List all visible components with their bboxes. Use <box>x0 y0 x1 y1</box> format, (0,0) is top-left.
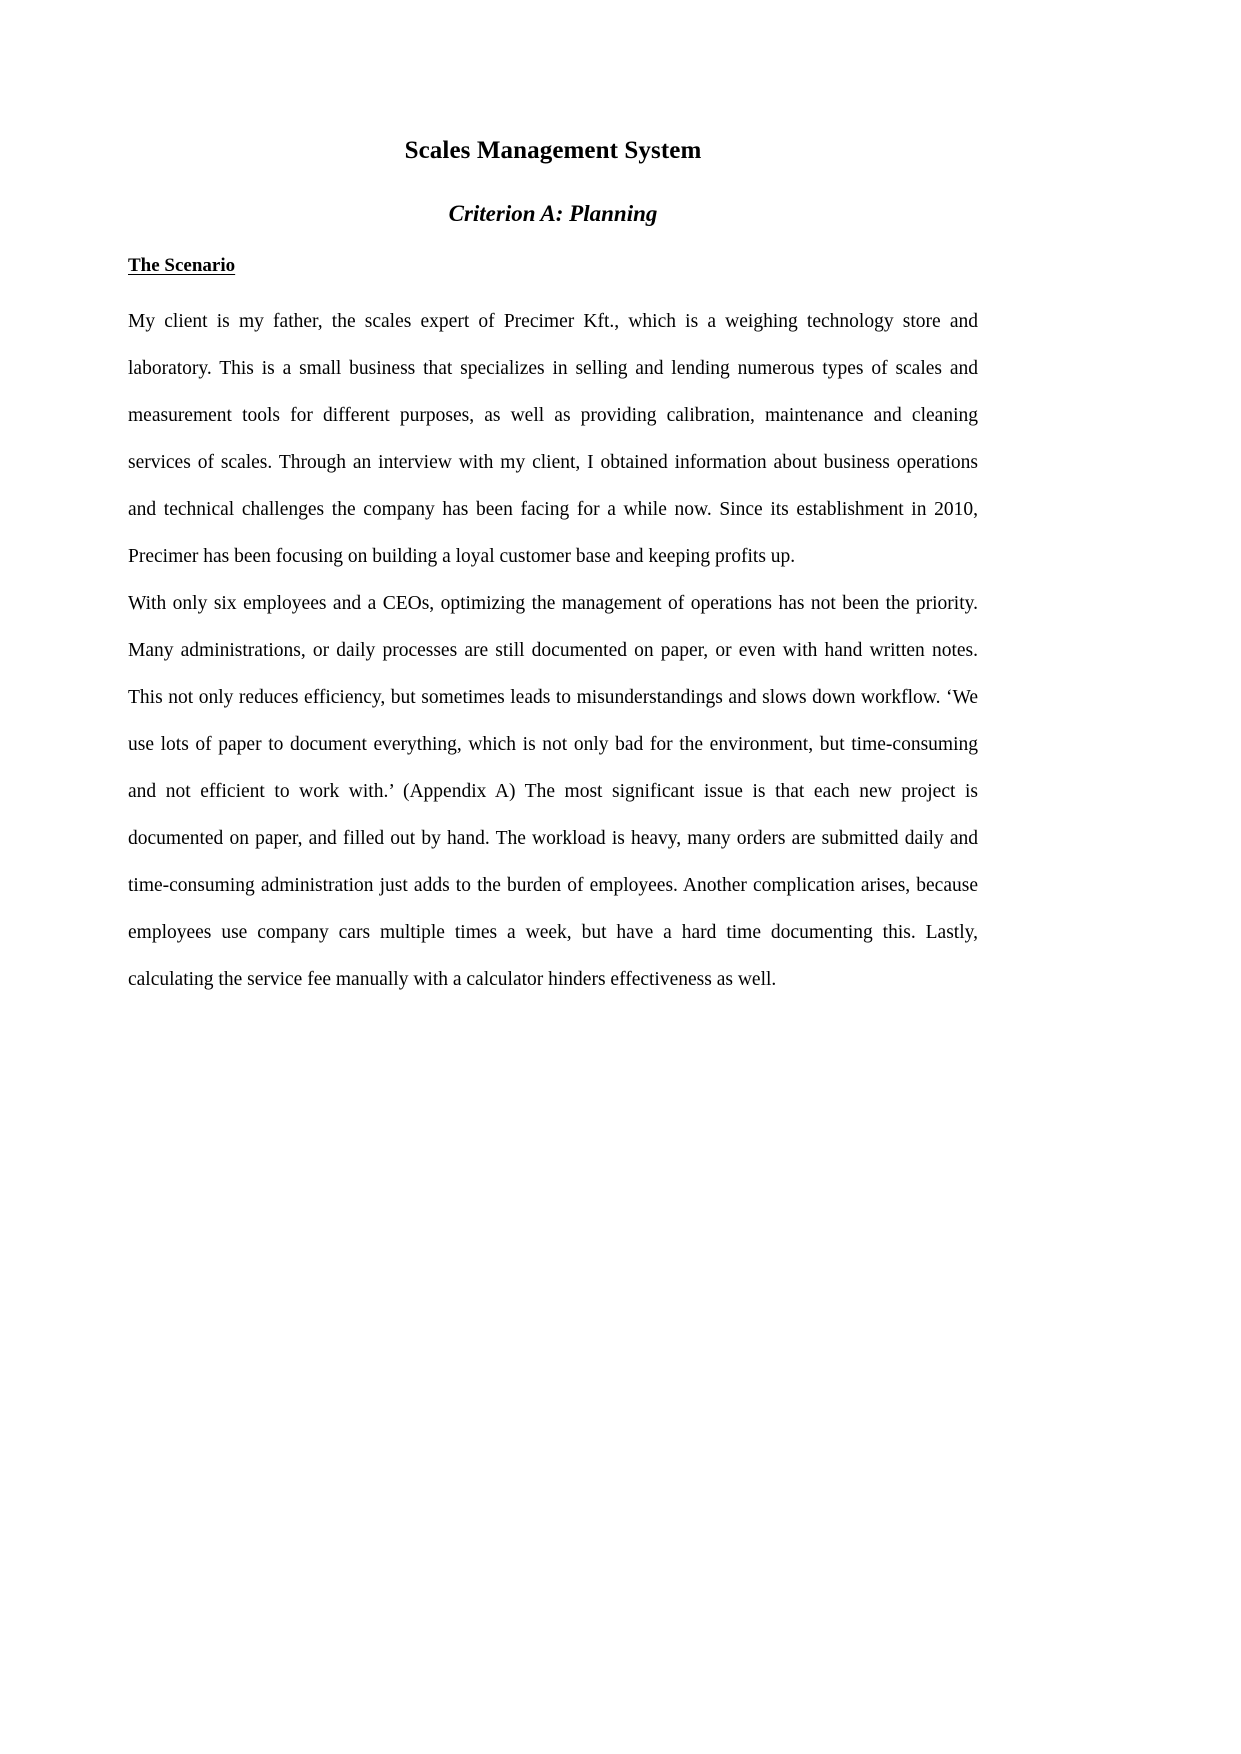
paragraph-scenario-problems: With only six employees and a CEOs, optimizing the management of operations has not been the priority. Many administrations, or daily processes are still documented on paper, or even with hand written notes. This not only reduces efficiency, but sometimes leads to misunderstandings and slows down workflow. ‘We use lots of paper to document everything, which is not only bad for the environment, but time-consuming and not efficient to work with.’ (Appendix A) The most significant issue is that each new project is documented on paper, and filled out by hand. The workload is heavy, many orders are submitted daily and time-consuming administration just adds to the burden of employees. Another complication arises, because employees use company cars multiple times a week, but have a hard time documenting this. Lastly, calculating the service fee manually with a calculator hinders effectiveness as well. <box>128 593 978 990</box>
section-heading-the-scenario: The Scenario <box>128 255 236 276</box>
page-title: Scales Management System <box>404 137 702 164</box>
body-text-block <box>128 298 978 1003</box>
document-subtitle: Criterion A: Planning <box>448 201 658 226</box>
paragraph-scenario-intro: My client is my father, the scales expert of Precimer Kft., which is a weighing technology store and laboratory. This is a small business that specializes in selling and lending numerous types of scales and measurement tools for different purposes, as well as providing calibration, maintenance and cleaning services of scales. Through an interview with my client, I obtained information about business operations and technical challenges the company has been facing for a while now. Since its establishment in 2010, Precimer has been focusing on building a loyal customer base and keeping profits up. <box>128 311 978 567</box>
